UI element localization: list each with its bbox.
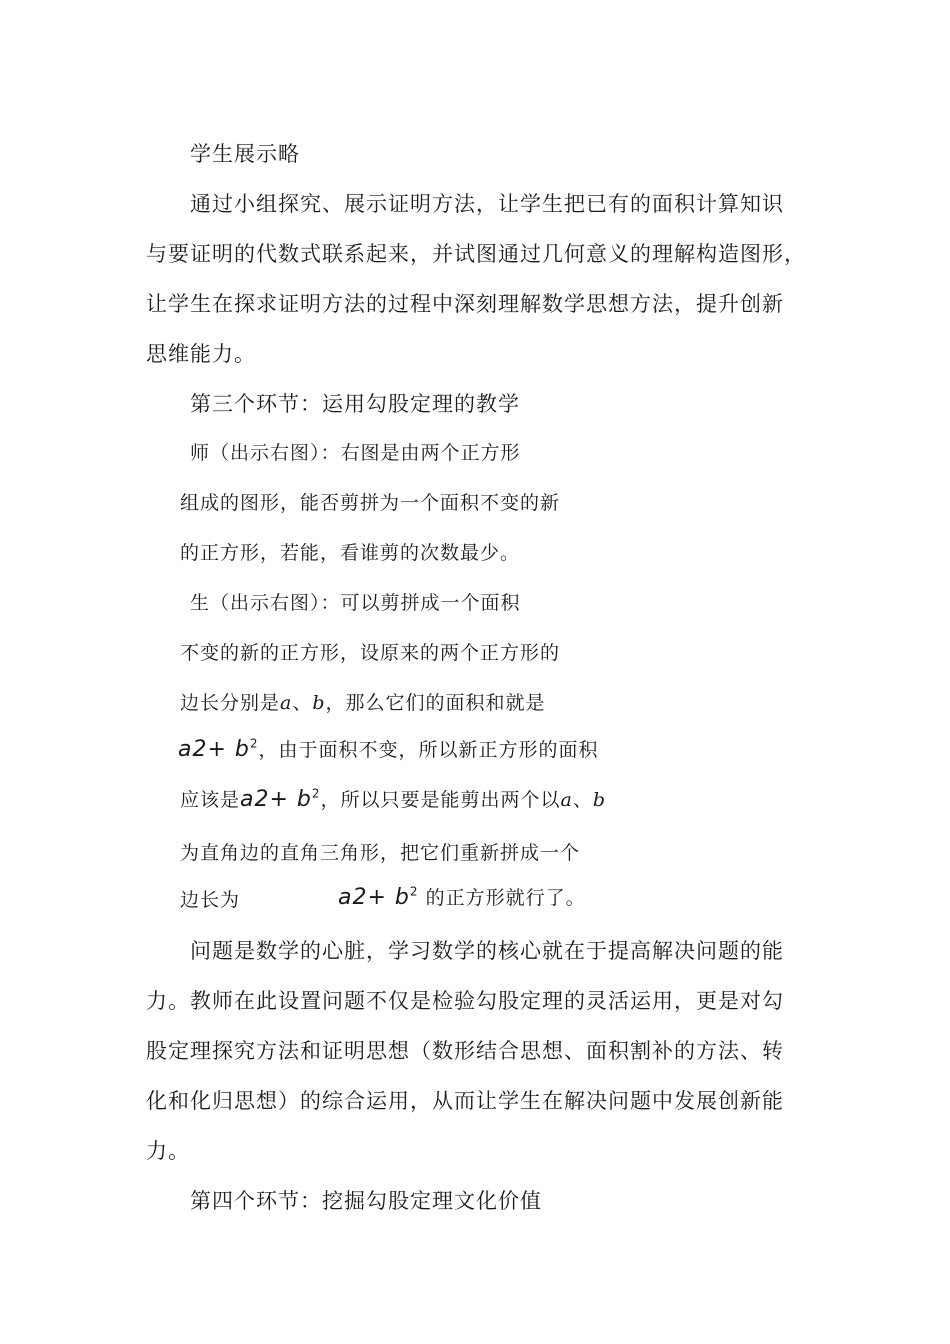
text-span: 、 (572, 789, 593, 811)
section-heading: 第三个环节：运用勾股定理的教学 (190, 392, 520, 416)
paragraph-line: 问题是数学的心脏，学习数学的核心就在于提高解决问题的能 (190, 939, 784, 963)
text-span: 、 (292, 692, 313, 714)
text-span: 应该是 (180, 789, 241, 811)
paragraph-line: 边长为 (180, 889, 241, 911)
variable-b: b (312, 692, 326, 714)
text-span: 的正方形就行了。 (425, 887, 586, 909)
section-heading: 第四个环节：挖掘勾股定理文化价值 (190, 1189, 542, 1213)
math-expression: $a2+ b^2$ (178, 736, 259, 762)
paragraph-line: 组成的图形，能否剪拼为一个面积不变的新 (180, 492, 561, 514)
paragraph-line: 股定理探究方法和证明思想（数形结合思想、面积割补的方法、转 (146, 1039, 784, 1063)
variable-b: b (592, 789, 607, 811)
math-expression: $a2+ b^2$ (240, 786, 321, 812)
paragraph-line: 思维能力。 (146, 342, 256, 366)
text-span: 边长分别是 (180, 692, 281, 714)
paragraph-line: 通过小组探究、展示证明方法，让学生把已有的面积计算知识 (190, 192, 784, 216)
variable-a: a (560, 789, 573, 811)
text-span: ，那么它们的面积和就是 (325, 692, 546, 714)
paragraph-line: 让学生在探求证明方法的过程中深刻理解数学思想方法，提升创新 (146, 292, 784, 316)
text-span: ，所以只要是能剪出两个以 (320, 789, 561, 811)
paragraph-line (180, 785, 606, 812)
paragraph-line: 的正方形，若能，看谁剪的次数最少。 (180, 542, 521, 564)
paragraph-line: 力。教师在此设置问题不仅是检验勾股定理的灵活运用，更是对勾 (146, 989, 784, 1013)
paragraph-line: 学生展示略 (190, 142, 300, 166)
paragraph-line (338, 883, 586, 910)
paragraph-line (180, 688, 546, 715)
paragraph-line: 力。 (146, 1139, 190, 1163)
paragraph-line: 与要证明的代数式联系起来，并试图通过几何意义的理解构造图形， (146, 242, 806, 266)
paragraph-line (178, 735, 599, 762)
paragraph-line: 生（出示右图）：可以剪拼成一个面积 (190, 592, 521, 614)
text-span: ，由于面积不变，所以新正方形的面积 (258, 739, 599, 761)
paragraph-line: 师（出示右图）：右图是由两个正方形 (190, 442, 521, 464)
paragraph-line: 化和化归思想）的综合运用，从而让学生在解决问题中发展创新能 (146, 1089, 784, 1113)
paragraph-line: 不变的新的正方形，设原来的两个正方形的 (180, 642, 561, 664)
math-expression: $a2+ b^2$ (338, 884, 419, 910)
paragraph-line: 为直角边的直角三角形，把它们重新拼成一个 (180, 842, 581, 864)
variable-a: a (280, 692, 293, 714)
